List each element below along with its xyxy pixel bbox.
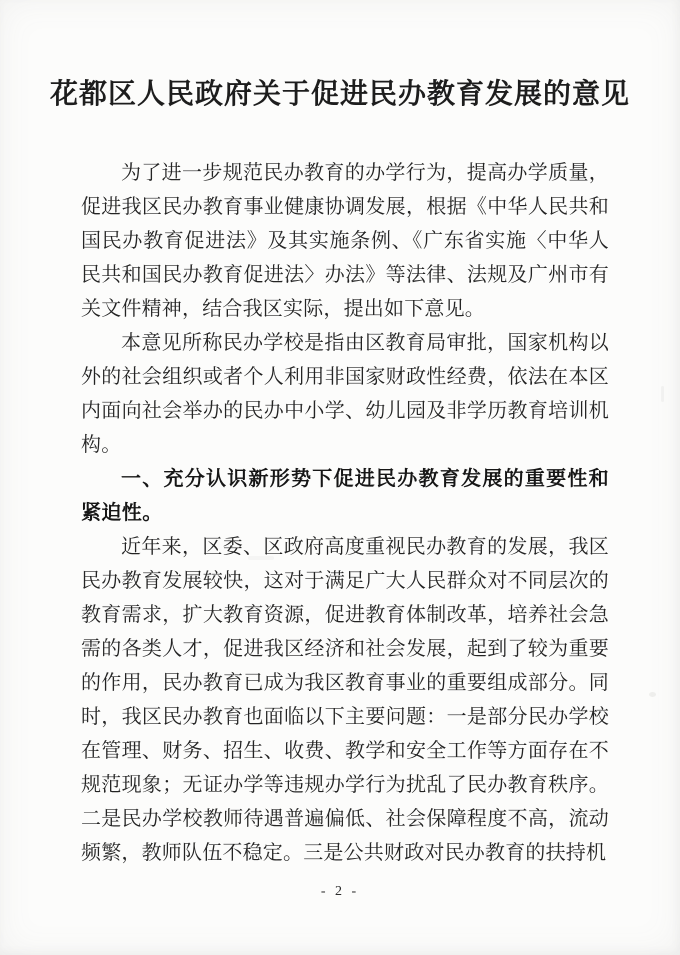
document-title: 花都区人民政府关于促进民办教育发展的意见 [49, 79, 630, 110]
document-body [81, 156, 609, 870]
paragraph-purpose-basis: 为了进一步规范民办教育的办学行为，提高办学质量，促进我区民办教育事业健康协调发展，根据《中华人民共和国民办教育促进法》及其实施条例、《广东省实施〈中华人民共和国民办教育促进法〉办法》等法律、法规及广州市有关文件精神，结合我区实际，提出如下意见。 [81, 162, 609, 320]
paragraph-current-situation: 近年来，区委、区政府高度重视民办教育的发展，我区民办教育发展较快，这对于满足广大人民群众对不同层次的教育需求，扩大教育资源，促进教育体制改革，培养社会急需的各类人才，促进我区经济和社会发展，起到了较为重要的作用，民办教育已成为我区教育事业的重要组成部分。同时，我区民办教育也面临以下主要问题：一是部分民办学校在管理、财务、招生、收费、教学和安全工作等方面存在不规范现象；无证办学等违规办学行为扰乱了民办教育秩序。二是民办学校教师待遇普遍偏低、社会保障程度不高，流动频繁，教师队伍不稳定。三是公共财政对民办教育的扶持机 [81, 536, 609, 864]
paragraph-scope-definition: 本意见所称民办学校是指由区教育局审批，国家机构以外的社会组织或者个人利用非国家财政性经费，依法在本区内面向社会举办的民办中小学、幼儿园及非学历教育培训机构。 [81, 332, 609, 456]
section-heading-1: 一、充分认识新形势下促进民办教育发展的重要性和紧迫性。 [81, 468, 609, 524]
scan-artifact [661, 386, 664, 402]
page-number: - 2 - [320, 884, 360, 899]
scan-artifact [649, 692, 656, 697]
